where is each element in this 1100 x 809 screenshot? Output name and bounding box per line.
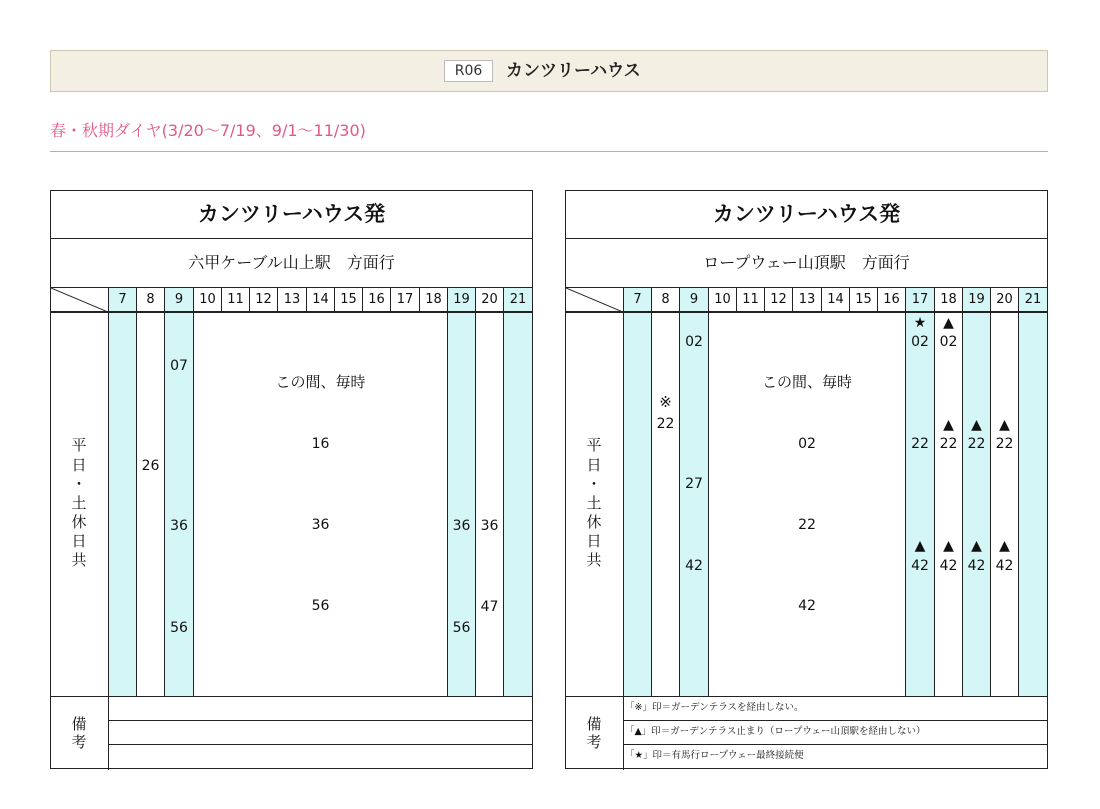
departure-time: 22 — [911, 436, 929, 452]
hour-label: 15 — [855, 292, 872, 307]
highlight-column-21 — [1019, 288, 1047, 696]
day-type-label: 日 — [586, 532, 602, 550]
destination-label: 六甲ケーブル山上駅 方面行 — [188, 253, 395, 272]
day-type-label: 日 — [586, 456, 602, 474]
departure-time: 56 — [452, 620, 471, 636]
triangle-mark-icon: ▲ — [999, 417, 1010, 433]
corner-diagonal — [566, 288, 623, 312]
day-type-label: ・ — [71, 475, 87, 493]
divider — [651, 288, 652, 696]
triangle-mark-icon: ▲ — [943, 417, 954, 433]
remarks-label: 考 — [71, 733, 87, 751]
hour-label: 11 — [227, 292, 244, 307]
day-type-label: 休 — [71, 513, 87, 531]
schedule-period-heading: 春・秋期ダイヤ(3/20〜7/19、9/1〜11/30) — [50, 121, 366, 140]
departure-time: 22 — [656, 416, 675, 432]
departure-time: 36 — [311, 517, 330, 533]
divider — [475, 288, 476, 696]
departure-time: 42 — [798, 598, 816, 614]
departure-time: 42 — [995, 558, 1014, 574]
remark-note: 「▲」印＝ガーデンテラス止まり（ロープウェー山頂駅を経由しない） — [625, 726, 926, 737]
hour-label: 16 — [368, 292, 385, 307]
departure-time: 22 — [995, 436, 1014, 452]
divider — [51, 696, 532, 697]
departure-time: 26 — [141, 458, 160, 474]
highlight-column-21 — [504, 288, 532, 696]
day-type-label: 平 — [71, 436, 87, 454]
interval-note: この間、毎時 — [275, 373, 366, 391]
hour-label: 15 — [340, 292, 357, 307]
hour-label: 20 — [481, 292, 498, 307]
divider — [990, 288, 991, 696]
departure-time: 02 — [911, 334, 929, 350]
remarks-label: 考 — [586, 733, 602, 751]
hour-label: 21 — [509, 292, 527, 307]
departure-time: 56 — [170, 620, 188, 636]
hour-label: 19 — [453, 292, 470, 307]
divider — [623, 744, 1047, 745]
star-mark-icon: ★ — [913, 315, 927, 331]
hour-label: 9 — [689, 292, 699, 307]
divider — [566, 238, 1047, 239]
triangle-mark-icon: ▲ — [943, 538, 954, 554]
hour-label: 8 — [661, 292, 670, 307]
hour-label: 18 — [425, 292, 442, 307]
destination-label: ロープウェー山頂駅 方面行 — [703, 253, 910, 272]
hour-label: 20 — [996, 292, 1013, 307]
hour-label: 9 — [174, 292, 184, 307]
departure-time: 16 — [311, 436, 330, 452]
remarks-label: 備 — [71, 715, 87, 733]
remark-note: 「※」印＝ガーデンテラスを経由しない。 — [625, 702, 804, 713]
departure-time: 22 — [939, 436, 958, 452]
departure-time: 07 — [170, 358, 188, 374]
day-type-label: 休 — [586, 513, 602, 531]
highlight-column-7 — [624, 288, 651, 696]
hour-label: 7 — [118, 292, 127, 307]
remark-note: 「★」印＝有馬行ロープウェー最終接続便 — [625, 750, 804, 761]
hour-label: 14 — [827, 292, 844, 307]
divider — [51, 238, 532, 239]
day-type-label: 日 — [71, 532, 87, 550]
day-type-label: 土 — [71, 494, 87, 512]
departure-time: 02 — [685, 334, 703, 350]
hour-label: 10 — [199, 292, 216, 307]
departure-time: 22 — [967, 436, 986, 452]
triangle-mark-icon: ▲ — [943, 315, 954, 331]
divider — [566, 696, 1047, 697]
note-mark: ※ — [659, 393, 672, 411]
divider — [108, 744, 532, 745]
hour-label: 13 — [798, 292, 816, 307]
triangle-mark-icon: ▲ — [971, 538, 982, 554]
divider — [193, 288, 194, 696]
hour-label: 8 — [146, 292, 155, 307]
hour-label: 10 — [714, 292, 731, 307]
divider — [623, 288, 624, 770]
divider — [136, 288, 137, 696]
hour-label: 19 — [968, 292, 985, 307]
triangle-mark-icon: ▲ — [971, 417, 982, 433]
departure-time: 36 — [480, 518, 499, 534]
hour-label: 12 — [770, 292, 787, 307]
highlight-column-7 — [109, 288, 136, 696]
departure-time: 36 — [170, 518, 188, 534]
departure-time: 22 — [798, 517, 816, 533]
route-code-badge: R06 — [444, 60, 493, 82]
day-type-label: 土 — [586, 494, 602, 512]
triangle-mark-icon: ▲ — [999, 538, 1010, 554]
timetable-ropeway-station — [565, 190, 1048, 769]
timetable-cable-station — [50, 190, 533, 769]
departure-title: カンツリーハウス発 — [712, 202, 901, 226]
departure-time: 27 — [685, 476, 703, 492]
day-type-label: 平 — [586, 436, 602, 454]
day-type-label: ・ — [586, 475, 602, 493]
hour-label: 14 — [312, 292, 329, 307]
divider — [108, 288, 109, 770]
departure-time: 56 — [311, 598, 330, 614]
corner-diagonal — [51, 288, 108, 312]
day-type-label: 日 — [71, 456, 87, 474]
hour-label: 13 — [283, 292, 301, 307]
departure-time: 42 — [685, 558, 703, 574]
hour-label: 12 — [255, 292, 272, 307]
departure-time: 02 — [939, 334, 958, 350]
day-type-label: 共 — [586, 551, 602, 569]
hour-label: 17 — [911, 292, 929, 307]
departure-time: 02 — [798, 436, 816, 452]
divider — [962, 288, 963, 696]
divider — [108, 720, 532, 721]
departure-title: カンツリーハウス発 — [197, 202, 386, 226]
route-title: カンツリーハウス — [506, 61, 641, 81]
divider — [503, 288, 504, 696]
departure-time: 42 — [939, 558, 958, 574]
divider — [708, 288, 709, 696]
divider — [623, 720, 1047, 721]
interval-note: この間、毎時 — [761, 373, 852, 391]
day-type-label: 共 — [71, 551, 87, 569]
route-header — [50, 50, 1048, 92]
heading-divider — [50, 151, 1048, 152]
divider — [1018, 288, 1019, 696]
hour-label: 17 — [396, 292, 414, 307]
departure-time: 47 — [480, 599, 499, 615]
hour-label: 21 — [1024, 292, 1042, 307]
remarks-label: 備 — [586, 715, 602, 733]
hour-label: 11 — [742, 292, 759, 307]
highlight-column-19 — [963, 288, 990, 696]
departure-time: 42 — [911, 558, 929, 574]
departure-time: 36 — [452, 518, 471, 534]
hour-label: 16 — [883, 292, 900, 307]
hour-label: 7 — [633, 292, 642, 307]
triangle-mark-icon: ▲ — [914, 538, 926, 554]
hour-label: 18 — [940, 292, 957, 307]
departure-time: 42 — [967, 558, 986, 574]
